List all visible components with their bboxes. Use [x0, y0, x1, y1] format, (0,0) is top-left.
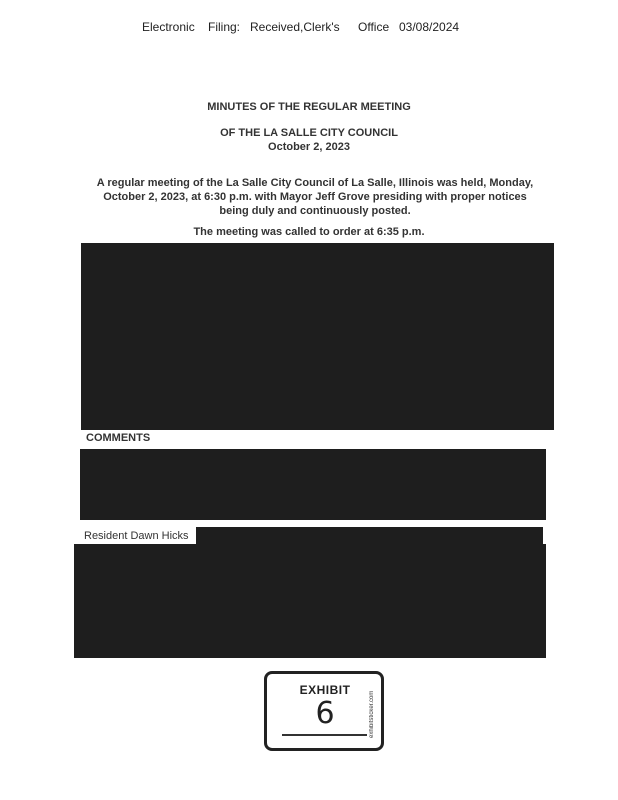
filing-electronic: Electronic: [142, 20, 195, 34]
exhibit-label: EXHIBIT: [299, 683, 351, 697]
filing-date: 03/08/2024: [399, 20, 460, 34]
filing-label: Filing:: [208, 20, 241, 34]
meeting-date: October 2, 2023: [268, 141, 350, 153]
exhibit-side-text: exhibitsticker.com: [369, 690, 375, 738]
resident-label: Resident Dawn Hicks: [84, 530, 189, 542]
exhibit-number: 6: [315, 696, 335, 731]
comments-heading: COMMENTS: [86, 432, 151, 444]
document-subtitle: OF THE LA SALLE CITY COUNCIL: [220, 127, 398, 139]
redaction-block-2: [80, 449, 546, 520]
filing-office: Office: [358, 20, 390, 34]
redaction-block-1: [81, 243, 554, 430]
exhibit-underline: [282, 734, 367, 736]
filing-received: Received,Clerk's: [250, 20, 340, 34]
exhibit-sticker: [264, 671, 384, 751]
redaction-block-4: [74, 544, 546, 658]
intro-paragraph: A regular meeting of the La Salle City Council of La Salle, Illinois was held, Monday, October 2, 2023, at 6:30 p.m. with Mayor Jeff Grove presiding with proper notices being duly and continuously posted.: [96, 177, 534, 217]
redaction-block-3: [196, 527, 543, 545]
document-title: MINUTES OF THE REGULAR MEETING: [207, 101, 411, 113]
call-to-order: The meeting was called to order at 6:35 p.m.: [193, 226, 425, 238]
